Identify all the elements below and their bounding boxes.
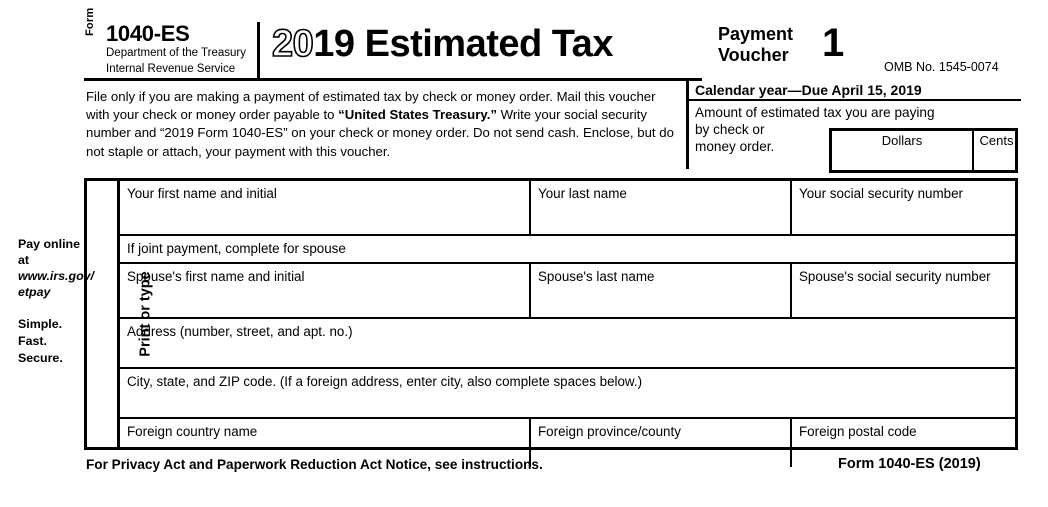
pay-online-label: Pay online at <box>18 237 80 267</box>
filing-instructions <box>86 88 682 161</box>
table-row <box>120 264 1015 319</box>
ssn-field[interactable] <box>792 181 1021 234</box>
omb-number: OMB No. 1545-0074 <box>884 60 999 74</box>
calendar-year-bar <box>689 81 1021 101</box>
city-state-zip-label: City, state, and ZIP code. (If a foreign address, enter city, also complete spaces below.) <box>127 374 643 389</box>
table-row <box>120 236 1015 264</box>
title-text: Estimated Tax <box>354 23 613 65</box>
irs-pay-url-line1[interactable]: www.irs.gov/ <box>18 269 94 283</box>
agency-name-line1: Department of the Treasury <box>106 47 246 59</box>
tagline-simple: Simple. <box>18 317 63 331</box>
ssn-label: Your social security number <box>799 186 963 201</box>
taxpayer-information-table <box>84 178 1018 450</box>
last-name-label: Your last name <box>538 186 627 201</box>
amount-line-1: Amount of estimated tax you are paying <box>695 105 935 120</box>
amount-line-2: by check or <box>695 122 765 137</box>
joint-payment-label: If joint payment, complete for spouse <box>127 241 346 256</box>
dollars-label: Dollars <box>881 133 923 148</box>
last-name-field[interactable] <box>531 181 792 234</box>
form-footer-id: Form 1040-ES (2019) <box>838 456 981 472</box>
spouse-first-name-field[interactable] <box>120 264 531 317</box>
tagline-secure: Secure. <box>18 351 63 365</box>
first-name-field[interactable] <box>120 181 531 234</box>
table-row <box>120 181 1015 236</box>
address-field[interactable] <box>120 319 1021 367</box>
instructions-part2: Write your social security number and “2019 Form 1040-ES” on your check or money order. Do not send cash. Enclose, but do not staple or attach, your payment with this voucher. <box>86 107 674 159</box>
cents-field[interactable] <box>976 131 1017 172</box>
privacy-act-notice: For Privacy Act and Paperwork Reduction Act Notice, see instructions. <box>86 457 543 472</box>
tagline-fast: Fast. <box>18 334 47 348</box>
print-or-type-column <box>87 181 154 447</box>
payment-voucher-line1: Payment <box>718 24 794 44</box>
payment-voucher-line2: Voucher <box>718 45 789 65</box>
first-name-label: Your first name and initial <box>127 186 277 201</box>
foreign-province-label: Foreign province/county <box>538 424 681 439</box>
spouse-first-name-label: Spouse's first name and initial <box>127 269 305 284</box>
foreign-postal-code-label: Foreign postal code <box>799 424 917 439</box>
header-horizontal-rule <box>84 78 702 81</box>
payment-voucher-label <box>718 24 793 66</box>
irs-pay-url-line2[interactable]: etpay <box>18 285 51 299</box>
amount-line-3: money order. <box>695 139 775 154</box>
spouse-ssn-field[interactable] <box>792 264 1021 317</box>
page-title <box>272 18 613 70</box>
cents-label: Cents <box>979 133 1014 148</box>
city-state-zip-field[interactable] <box>120 369 1021 417</box>
address-label: Address (number, street, and apt. no.) <box>127 324 353 339</box>
spouse-last-name-label: Spouse's last name <box>538 269 655 284</box>
voucher-number: 1 <box>822 21 845 65</box>
dollars-field[interactable] <box>832 131 974 170</box>
pay-online-sidebar <box>18 236 94 367</box>
foreign-country-label: Foreign country name <box>127 424 258 439</box>
header-vertical-divider <box>257 22 260 78</box>
form-header <box>84 7 1020 80</box>
print-or-type-label: Print or type <box>137 271 154 357</box>
foreign-province-field[interactable] <box>531 419 792 467</box>
joint-payment-note <box>120 236 1021 262</box>
dollars-cents-entry-box[interactable] <box>829 128 1018 173</box>
spouse-last-name-field[interactable] <box>531 264 792 317</box>
form-identity-block <box>106 22 276 76</box>
form-word-label: Form <box>84 7 96 36</box>
calendar-year-text: Calendar year—Due April 15, 2019 <box>695 82 922 98</box>
payee-name: “United States Treasury.” <box>338 107 497 123</box>
title-year-outline: 20 <box>272 23 314 65</box>
table-row <box>120 369 1015 419</box>
title-year-bold: 19 <box>313 23 355 65</box>
agency-name-line2: Internal Revenue Service <box>106 62 236 75</box>
table-rows <box>120 181 1015 447</box>
form-number: 1040-ES <box>106 21 190 46</box>
instructions-part1: File only if you are making a payment of estimated tax by check or money order. Mail this voucher with your check or money order payable to <box>86 89 656 123</box>
table-row <box>120 319 1015 369</box>
spouse-ssn-label: Spouse's social security number <box>799 269 991 284</box>
